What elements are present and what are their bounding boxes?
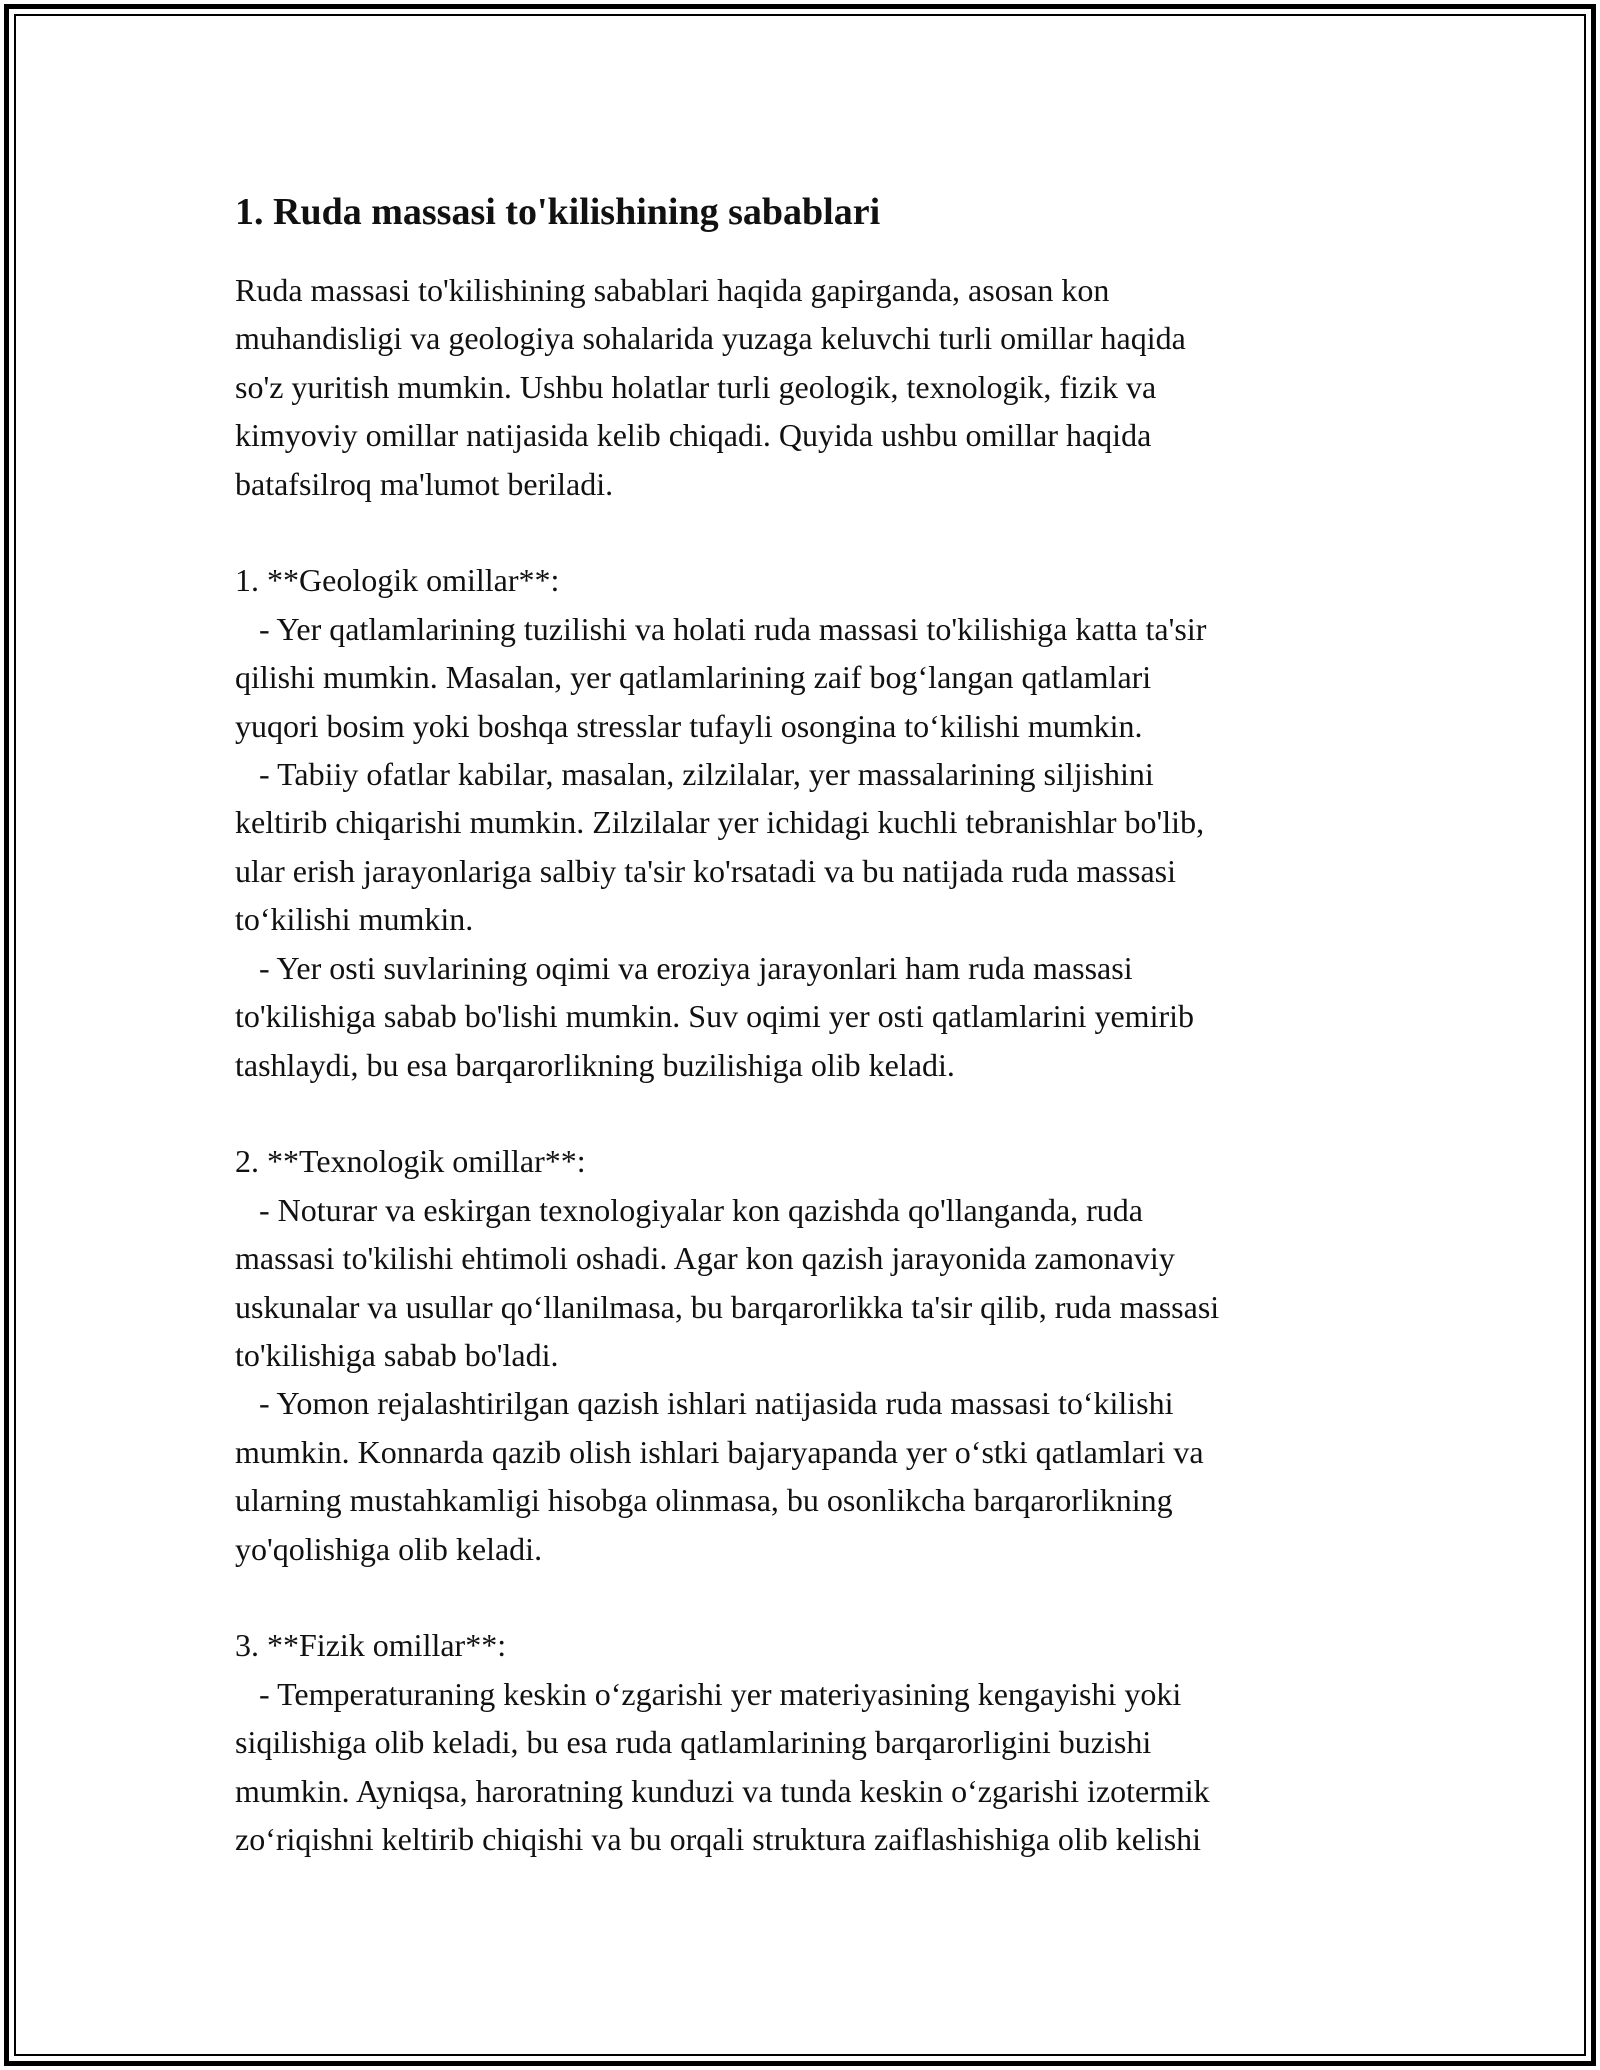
document-title: 1. Ruda massasi to'kilishining sabablari: [235, 191, 881, 233]
document-body-text: Ruda massasi to'kilishining sabablari haqida gapirganda, asosan kon muhandisligi va geologiya sohalarida yuzaga keluvchi turli omillar haqida so'z yuritish mumkin. Ushbu holatlar turli geologik, texnologik, fizik va kimyoviy omillar natijasida kelib chiqadi. Quyida ushbu omillar haqida batafsilroq ma'lumot beriladi. 1. **Geologik omillar**: - Yer qatlamlarining tuzilishi va holati ruda massasi to'kilishiga katta ta'sir qilishi mumkin. Masalan, yer qatlamlarining zaif bog‘langan qatlamlari yuqori bosim yoki boshqa stresslar tufayli osongina to‘kilishi mumkin. - Tabiiy ofatlar kabilar, masalan, zilzilalar, yer massalarining siljishini keltirib chiqarishi mumkin. Zilzilalar yer ichidagi kuchli tebranishlar bo'lib, ular erish jarayonlariga salbiy ta'sir ko'rsatadi va bu natijada ruda massasi to‘kilishi mumkin. - Yer osti suvlarining oqimi va eroziya jarayonlari ham ruda massasi to'kilishiga sabab bo'lishi mumkin. Suv oqimi yer osti qatlamlarini yemirib tashlaydi, bu esa barqarorlikning buzilishiga olib keladi. 2. **Texnologik omillar**: - Noturar va eskirgan texnologiyalar kon qazishda qo'llanganda, ruda massasi to'kilishi ehtimoli oshadi. Agar kon qazish jarayonida zamonaviy uskunalar va usullar qo‘llanilmasa, bu barqarorlikka ta'sir qilib, ruda massasi to'kilishiga sabab bo'ladi. - Yomon rejalashtirilgan qazish ishlari natijasida ruda massasi to‘kilishi mumkin. Konnarda qazib olish ishlari bajaryapanda yer o‘stki qatlamlari va ularning mustahkamligi hisobga olinmasa, bu osonlikcha barqarorlikning yo'qolishiga olib keladi. 3. **Fizik omillar**: - Temperaturaning keskin o‘zgarishi yer materiyasining kengayishi yoki siqilishiga olib keladi, bu esa ruda qatlamlarining barqarorligini buzishi mumkin. Ayniqsa, haroratning kunduzi va tunda keskin o‘zgarishi izotermik zo‘riqishni keltirib chiqishi va bu orqali struktura zaiflashishiga olib kelishi: [235, 272, 1220, 1857]
document-content: [235, 186, 1385, 1863]
